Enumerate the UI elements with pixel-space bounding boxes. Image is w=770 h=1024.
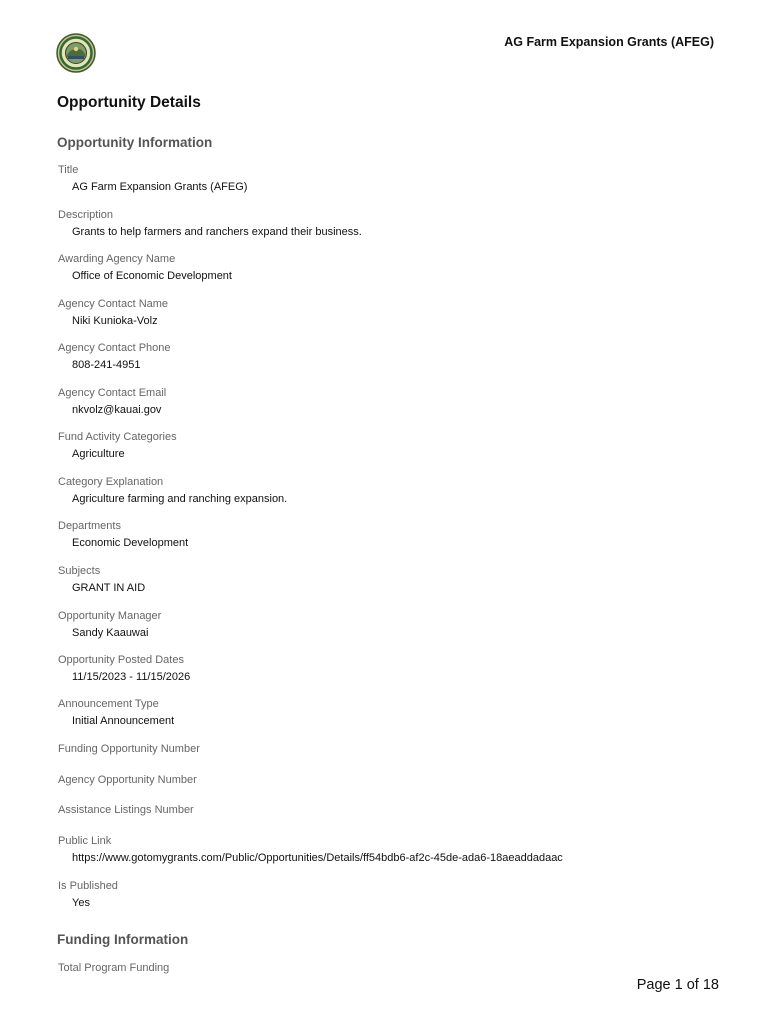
document-header-title: AG Farm Expansion Grants (AFEG) [504, 35, 714, 49]
field-label-total-program-funding: Total Program Funding [58, 962, 170, 974]
field-value-category-explanation: Agriculture farming and ranching expansion. [72, 493, 288, 505]
field-label-agency-contact-name: Agency Contact Name [58, 298, 169, 310]
field-label-departments: Departments [58, 520, 121, 532]
field-label-is-published: Is Published [58, 880, 118, 892]
field-value-is-published: Yes [72, 897, 90, 909]
field-label-funding-opportunity-number: Funding Opportunity Number [58, 743, 200, 755]
field-value-agency-contact-email: nkvolz@kauai.gov [72, 404, 162, 416]
field-label-category-explanation: Category Explanation [58, 476, 164, 488]
field-label-awarding-agency-name: Awarding Agency Name [58, 253, 176, 265]
field-value-agency-contact-phone: 808-241-4951 [72, 359, 141, 371]
field-value-opportunity-manager: Sandy Kaauwai [72, 627, 149, 639]
field-label-agency-contact-email: Agency Contact Email [58, 387, 167, 399]
field-label-opportunity-posted-dates: Opportunity Posted Dates [58, 654, 184, 666]
page-indicator: Page 1 of 18 [636, 977, 719, 993]
field-value-opportunity-posted-dates: 11/15/2023 - 11/15/2026 [72, 671, 191, 683]
field-value-description: Grants to help farmers and ranchers expand their business. [72, 226, 362, 238]
field-value-departments: Economic Development [72, 537, 189, 549]
field-value-agency-contact-name: Niki Kunioka-Volz [72, 315, 158, 327]
field-label-assistance-listings-number: Assistance Listings Number [58, 804, 194, 816]
field-label-description: Description [58, 209, 114, 221]
field-label-public-link: Public Link [58, 835, 112, 847]
field-label-fund-activity-categories: Fund Activity Categories [58, 431, 177, 443]
field-value-title: AG Farm Expansion Grants (AFEG) [72, 181, 248, 193]
field-label-announcement-type: Announcement Type [58, 698, 159, 710]
field-label-agency-opportunity-number: Agency Opportunity Number [58, 774, 197, 786]
field-label-subjects: Subjects [58, 565, 101, 577]
field-value-announcement-type: Initial Announcement [72, 715, 175, 727]
public-link[interactable]: https://www.gotomygrants.com/Public/Opportunities/Details/ff54bdb6-af2c-45de-ada6-18aeaddadaac [72, 852, 563, 864]
field-value-fund-activity-categories: Agriculture [72, 448, 125, 460]
page-title: Opportunity Details [57, 94, 201, 111]
field-label-title: Title [58, 164, 79, 176]
field-value-subjects: GRANT IN AID [72, 582, 146, 594]
section-title-opportunity-information: Opportunity Information [57, 135, 213, 150]
field-label-agency-contact-phone: Agency Contact Phone [58, 342, 171, 354]
section-title-funding-information: Funding Information [57, 932, 189, 947]
field-value-awarding-agency-name: Office of Economic Development [72, 270, 232, 282]
county-seal-icon [56, 33, 96, 73]
field-label-opportunity-manager: Opportunity Manager [58, 610, 162, 622]
